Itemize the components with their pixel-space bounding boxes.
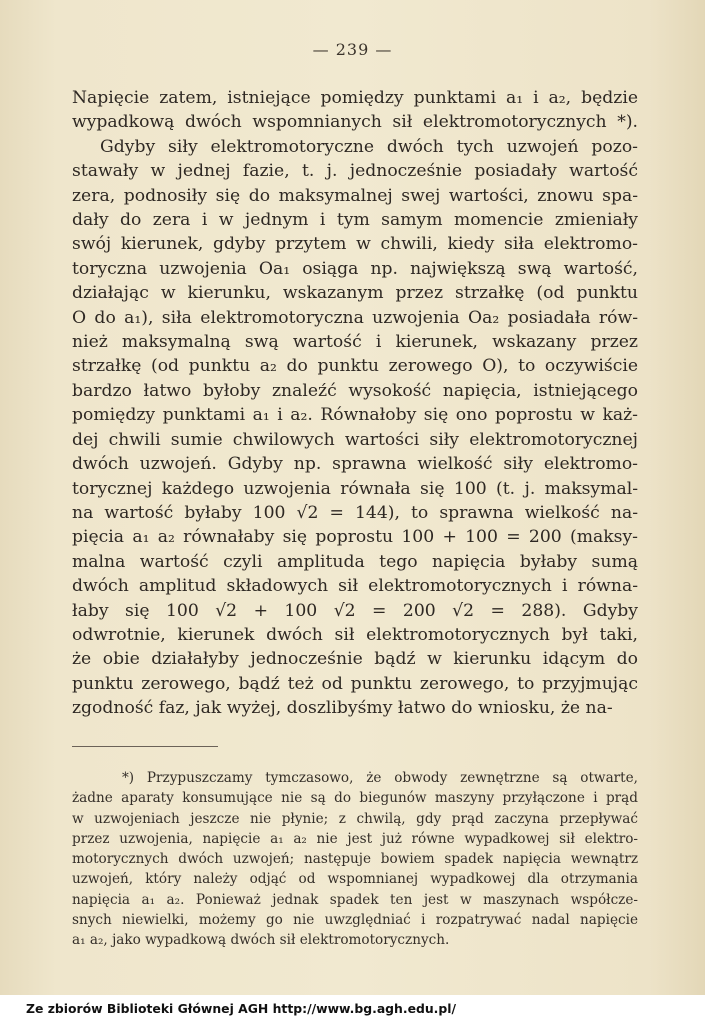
footnote — [72, 768, 638, 951]
text-line: działając w kierunku, wskazanym przez strzałkę (od punktu — [72, 283, 638, 304]
text-line: malna wartość czyli amplituda tego napięcia byłaby sumą — [72, 551, 638, 572]
text-line: dwóch amplitud składowych sił elektromotorycznych i równa- — [72, 576, 638, 597]
text-line: Gdyby siły elektromotoryczne dwóch tych uzwojeń pozo- — [100, 136, 638, 157]
text-line: dej chwili sumie chwilowych wartości siły elektromotorycznej — [72, 429, 638, 450]
text-line: odwrotnie, kierunek dwóch sił elektromotorycznych był taki, — [72, 624, 638, 645]
text-line: torycznej każdego uzwojenia równała się 100 (t. j. maksymal- — [72, 478, 638, 499]
footnote-line: snych niewielki, możemy go nie uwzględniać i rozpatrywać nadal napięcie — [72, 912, 638, 929]
page-number: — 239 — — [312, 40, 393, 59]
text-line: zera, podnosiły się do maksymalnej swej wartości, znowu spa- — [72, 185, 638, 206]
text-line: że obie działałyby jednocześnie bądź w kierunku idącym do — [72, 649, 638, 670]
text-line: Napięcie zatem, istniejące pomiędzy punktami a₁ i a₂, będzie — [72, 88, 638, 108]
text-line: swój kierunek, gdyby przytem w chwili, kiedy siła elektromo- — [72, 234, 638, 255]
footnote-line: a₁ a₂, jako wypadkową dwóch sił elektromotorycznych. — [72, 932, 450, 949]
body-text — [72, 86, 638, 721]
footnote-line: przez uzwojenia, napięcie a₁ a₂ nie jest już równe wypadkowej sił elektro- — [72, 830, 638, 847]
footnote-line: napięcia a₁ a₂. Ponieważ jednak spadek ten jest w maszynach współcze- — [72, 891, 638, 908]
text-line: dwóch uzwojeń. Gdyby np. sprawna wielkość siły elektromo- — [72, 454, 638, 475]
footnote-line: *) Przypuszczamy tymczasowo, że obwody zewnętrzne są otwarte, — [122, 770, 638, 786]
footnote-divider — [72, 746, 218, 747]
text-line: dały do zera i w jednym i tym samym momencie zmieniały — [72, 210, 638, 231]
footnote-line: żadne aparaty konsumujące nie są do biegunów maszyny przyłączone i prąd — [72, 790, 638, 807]
text-line: stawały w jednej fazie, t. j. jednocześnie posiadały wartość — [72, 161, 638, 182]
text-line: nież maksymalną swą wartość i kierunek, wskazany przez — [72, 332, 638, 353]
text-line: zgodność faz, jak wyżej, doszlibyśmy łatwo do wniosku, że na- — [72, 698, 613, 719]
footnote-line: motorycznych dwóch uzwojeń; następuje bowiem spadek napięcia wewnątrz — [72, 851, 638, 868]
footnote-line: w uzwojeniach jeszcze nie płynie; z chwilą, gdy prąd zaczyna przepływać — [72, 810, 638, 827]
text-line: na wartość byłaby 100 √2 = 144), to sprawna wielkość na- — [72, 502, 638, 523]
text-line: O do a₁), siła elektromotoryczna uzwojenia Oa₂ posiadała rów- — [72, 307, 638, 328]
text-line: łaby się 100 √2 + 100 √2 = 200 √2 = 288). Gdyby — [72, 600, 638, 621]
text-line: pomiędzy punktami a₁ i a₂. Równałoby się ono poprostu w każ- — [72, 405, 638, 426]
text-line: toryczna uzwojenia Oa₁ osiąga np. największą swą wartość, — [72, 258, 638, 279]
text-line: bardzo łatwo byłoby znaleźć wysokość napięcia, istniejącego — [72, 380, 638, 401]
text-line: strzałkę (od punktu a₂ do punktu zerowego O), to oczywiście — [72, 356, 638, 377]
library-footer — [0, 995, 705, 1024]
text-line: punktu zerowego, bądź też od punktu zerowego, to przyjmując — [72, 673, 638, 694]
footnote-line: uzwojeń, który należy odjąć od wspomnianej wypadkowej dla otrzymania — [72, 871, 638, 888]
text-line: wypadkową dwóch wspomnianych sił elektromotorycznych *). — [72, 112, 638, 133]
library-attribution: Ze zbiorów Biblioteki Głównej AGH http://www.bg.agh.edu.pl/ — [26, 1001, 457, 1016]
text-line: pięcia a₁ a₂ równałaby się poprostu 100 + 100 = 200 (maksy- — [72, 527, 638, 548]
